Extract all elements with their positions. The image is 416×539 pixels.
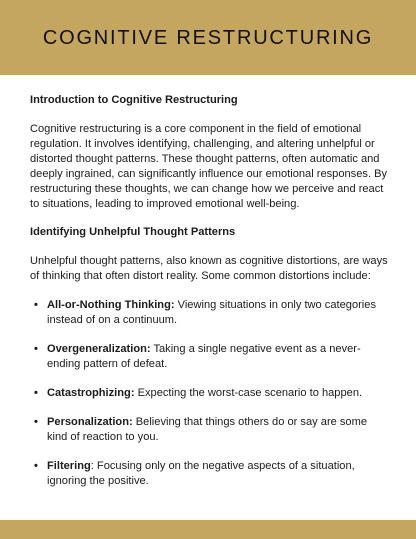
page-title: COGNITIVE RESTRUCTURING xyxy=(42,26,374,49)
list-item-term: All-or-Nothing Thinking: xyxy=(47,299,175,311)
bullet-icon: • xyxy=(34,387,38,399)
list-item-description: Taking a single negative event as a never-ending pattern of defeat. xyxy=(47,343,361,370)
list-item xyxy=(30,342,388,372)
list-item xyxy=(30,415,388,445)
bullet-icon: • xyxy=(34,343,38,355)
list-item-term: Personalization: xyxy=(47,416,133,428)
list-item-description: Viewing situations in only two categories instead of on a continuum. xyxy=(47,299,376,326)
distortion-list xyxy=(30,298,388,489)
list-item-term: Overgeneralization: xyxy=(47,343,151,355)
list-item-description: Believing that things others do or say are some kind of reaction to you. xyxy=(47,416,368,443)
bullet-icon: • xyxy=(34,299,38,311)
section-thought-patterns xyxy=(30,225,388,489)
header-band xyxy=(0,0,416,75)
footer-band xyxy=(0,520,416,539)
list-item-description: : Focusing only on the negative aspects of a situation, ignoring the positive. xyxy=(47,460,355,487)
section-heading: Introduction to Cognitive Restructuring xyxy=(30,94,238,106)
list-item-term: Filtering xyxy=(47,460,91,472)
section-paragraph: Unhelpful thought patterns, also known as cognitive distortions, are ways of thinking that often distort reality. Some common distortions include: xyxy=(30,255,388,282)
document-body xyxy=(30,93,388,503)
section-paragraph: Cognitive restructuring is a core component in the field of emotional regulation. It involves identifying, challenging, and altering unhelpful or distorted thought patterns. These thought patterns, often automatic and deeply ingrained, can significantly influence our emotional responses. By restructuring these thoughts, we can change how we perceive and react to situations, leading to improved emotional well-being. xyxy=(30,123,388,210)
list-item xyxy=(30,298,388,328)
section-heading: Identifying Unhelpful Thought Patterns xyxy=(30,226,236,238)
bullet-icon: • xyxy=(34,460,38,472)
list-item-term: Catastrophizing: xyxy=(47,387,135,399)
list-item-description: Expecting the worst-case scenario to happen. xyxy=(134,387,363,399)
list-item xyxy=(30,459,388,489)
section-introduction xyxy=(30,93,388,212)
list-item xyxy=(30,386,388,401)
bullet-icon: • xyxy=(34,416,38,428)
